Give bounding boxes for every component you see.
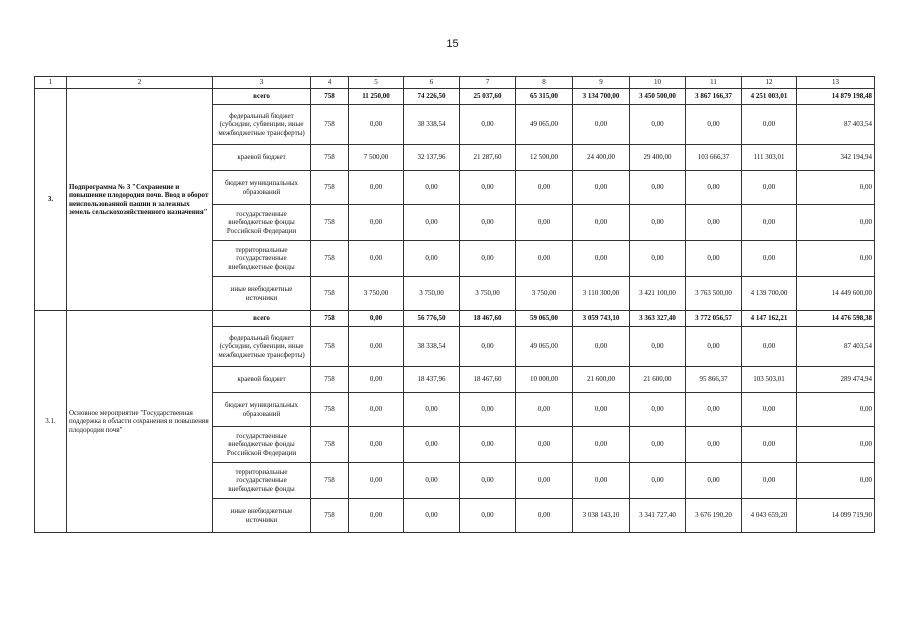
value-cell: 0,00 xyxy=(797,463,875,499)
value-cell: 103 666,37 xyxy=(686,145,742,171)
code-cell: 758 xyxy=(311,327,349,367)
program-title: Основное мероприятие "Государственная поддержка в области сохранения и повышения плодородия почв" xyxy=(67,311,213,533)
value-cell: 0,00 xyxy=(460,205,516,241)
value-cell: 25 037,60 xyxy=(460,89,516,105)
value-cell: 0,00 xyxy=(516,427,573,463)
value-cell: 342 194,94 xyxy=(797,145,875,171)
code-cell: 758 xyxy=(311,499,349,533)
value-cell: 0,00 xyxy=(349,393,404,427)
funding-source: государственные внебюджетные фонды Российской Федерации xyxy=(213,427,311,463)
code-cell: 758 xyxy=(311,277,349,311)
code-cell: 758 xyxy=(311,89,349,105)
value-cell: 0,00 xyxy=(404,427,460,463)
value-cell: 18 437,96 xyxy=(404,367,460,393)
value-cell: 0,00 xyxy=(686,427,742,463)
value-cell: 3 772 056,57 xyxy=(686,311,742,327)
column-header: 13 xyxy=(797,77,875,89)
value-cell: 0,00 xyxy=(573,327,630,367)
code-cell: 758 xyxy=(311,105,349,145)
column-header: 6 xyxy=(404,77,460,89)
code-cell: 758 xyxy=(311,367,349,393)
value-cell: 95 866,37 xyxy=(686,367,742,393)
value-cell: 0,00 xyxy=(349,205,404,241)
value-cell: 0,00 xyxy=(686,105,742,145)
value-cell: 3 750,00 xyxy=(349,277,404,311)
value-cell: 0,00 xyxy=(630,171,686,205)
value-cell: 3 363 327,40 xyxy=(630,311,686,327)
value-cell: 0,00 xyxy=(460,499,516,533)
value-cell: 0,00 xyxy=(404,393,460,427)
value-cell: 0,00 xyxy=(630,205,686,241)
value-cell: 0,00 xyxy=(516,171,573,205)
column-header: 12 xyxy=(742,77,797,89)
header-row xyxy=(35,77,875,89)
value-cell: 0,00 xyxy=(686,463,742,499)
value-cell: 65 315,00 xyxy=(516,89,573,105)
value-cell: 0,00 xyxy=(349,171,404,205)
value-cell: 0,00 xyxy=(797,393,875,427)
value-cell: 0,00 xyxy=(404,463,460,499)
column-header: 1 xyxy=(35,77,67,89)
value-cell: 0,00 xyxy=(573,427,630,463)
value-cell: 0,00 xyxy=(797,205,875,241)
value-cell: 0,00 xyxy=(404,205,460,241)
value-cell: 59 065,00 xyxy=(516,311,573,327)
table-row xyxy=(35,311,875,327)
value-cell: 0,00 xyxy=(573,205,630,241)
value-cell: 18 467,60 xyxy=(460,311,516,327)
value-cell: 21 600,00 xyxy=(573,367,630,393)
value-cell: 0,00 xyxy=(742,463,797,499)
value-cell: 0,00 xyxy=(573,463,630,499)
value-cell: 0,00 xyxy=(686,327,742,367)
code-cell: 758 xyxy=(311,145,349,171)
value-cell: 111 303,01 xyxy=(742,145,797,171)
value-cell: 0,00 xyxy=(630,327,686,367)
funding-source: государственные внебюджетные фонды Российской Федерации xyxy=(213,205,311,241)
table-row xyxy=(35,89,875,105)
funding-source: территориальные государственные внебюджетные фонды xyxy=(213,241,311,277)
value-cell: 56 776,50 xyxy=(404,311,460,327)
value-cell: 0,00 xyxy=(742,327,797,367)
column-header: 7 xyxy=(460,77,516,89)
budget-table xyxy=(34,76,875,533)
value-cell: 0,00 xyxy=(516,241,573,277)
value-cell: 49 065,00 xyxy=(516,105,573,145)
column-header: 11 xyxy=(686,77,742,89)
value-cell: 0,00 xyxy=(797,241,875,277)
funding-source: территориальные государственные внебюджетные фонды xyxy=(213,463,311,499)
value-cell: 12 500,00 xyxy=(516,145,573,171)
value-cell: 38 338,54 xyxy=(404,105,460,145)
value-cell: 0,00 xyxy=(573,105,630,145)
value-cell: 3 341 727,40 xyxy=(630,499,686,533)
value-cell: 3 059 743,10 xyxy=(573,311,630,327)
value-cell: 0,00 xyxy=(742,241,797,277)
value-cell: 0,00 xyxy=(516,463,573,499)
value-cell: 24 400,00 xyxy=(573,145,630,171)
code-cell: 758 xyxy=(311,393,349,427)
value-cell: 18 467,60 xyxy=(460,367,516,393)
value-cell: 3 676 190,20 xyxy=(686,499,742,533)
value-cell: 0,00 xyxy=(349,327,404,367)
column-header: 5 xyxy=(349,77,404,89)
code-cell: 758 xyxy=(311,171,349,205)
column-header: 8 xyxy=(516,77,573,89)
value-cell: 3 750,00 xyxy=(460,277,516,311)
page-number: 15 xyxy=(446,38,459,50)
value-cell: 0,00 xyxy=(404,499,460,533)
code-cell: 758 xyxy=(311,463,349,499)
value-cell: 0,00 xyxy=(460,427,516,463)
value-cell: 32 137,96 xyxy=(404,145,460,171)
value-cell: 0,00 xyxy=(349,311,404,327)
value-cell: 3 867 166,37 xyxy=(686,89,742,105)
value-cell: 0,00 xyxy=(742,393,797,427)
value-cell: 0,00 xyxy=(404,171,460,205)
value-cell: 0,00 xyxy=(404,241,460,277)
value-cell: 21 600,00 xyxy=(630,367,686,393)
value-cell: 0,00 xyxy=(349,241,404,277)
value-cell: 0,00 xyxy=(797,427,875,463)
value-cell: 3 450 500,00 xyxy=(630,89,686,105)
value-cell: 0,00 xyxy=(630,241,686,277)
value-cell: 0,00 xyxy=(742,105,797,145)
value-cell: 0,00 xyxy=(460,327,516,367)
value-cell: 0,00 xyxy=(742,171,797,205)
funding-source: бюджет муниципальных образований xyxy=(213,171,311,205)
value-cell: 7 500,00 xyxy=(349,145,404,171)
value-cell: 0,00 xyxy=(349,463,404,499)
item-number: 3. xyxy=(35,89,67,311)
value-cell: 0,00 xyxy=(630,105,686,145)
value-cell: 0,00 xyxy=(686,171,742,205)
value-cell: 0,00 xyxy=(573,393,630,427)
column-header: 2 xyxy=(67,77,213,89)
value-cell: 4 147 162,21 xyxy=(742,311,797,327)
value-cell: 3 110 300,00 xyxy=(573,277,630,311)
value-cell: 49 065,00 xyxy=(516,327,573,367)
value-cell: 14 449 600,00 xyxy=(797,277,875,311)
funding-source: всего xyxy=(213,311,311,327)
value-cell: 87 403,54 xyxy=(797,327,875,367)
value-cell: 14 879 198,48 xyxy=(797,89,875,105)
value-cell: 0,00 xyxy=(460,463,516,499)
value-cell: 0,00 xyxy=(630,427,686,463)
value-cell: 0,00 xyxy=(742,427,797,463)
value-cell: 0,00 xyxy=(516,205,573,241)
code-cell: 758 xyxy=(311,311,349,327)
value-cell: 0,00 xyxy=(349,499,404,533)
value-cell: 0,00 xyxy=(686,205,742,241)
value-cell: 0,00 xyxy=(349,427,404,463)
column-header: 3 xyxy=(213,77,311,89)
value-cell: 0,00 xyxy=(349,105,404,145)
funding-source: всего xyxy=(213,89,311,105)
value-cell: 0,00 xyxy=(516,393,573,427)
value-cell: 0,00 xyxy=(516,499,573,533)
value-cell: 0,00 xyxy=(797,171,875,205)
value-cell: 0,00 xyxy=(686,241,742,277)
value-cell: 14 476 598,38 xyxy=(797,311,875,327)
value-cell: 21 287,60 xyxy=(460,145,516,171)
value-cell: 87 403,54 xyxy=(797,105,875,145)
funding-source: краевой бюджет xyxy=(213,367,311,393)
value-cell: 0,00 xyxy=(460,171,516,205)
value-cell: 74 226,50 xyxy=(404,89,460,105)
value-cell: 3 763 500,00 xyxy=(686,277,742,311)
value-cell: 0,00 xyxy=(686,393,742,427)
value-cell: 4 251 003,01 xyxy=(742,89,797,105)
column-header: 9 xyxy=(573,77,630,89)
value-cell: 3 750,00 xyxy=(404,277,460,311)
value-cell: 3 134 700,00 xyxy=(573,89,630,105)
code-cell: 758 xyxy=(311,427,349,463)
value-cell: 4 139 700,00 xyxy=(742,277,797,311)
program-title: Подпрограмма № 3 "Сохранение и повышение плодородия почв. Ввод в оборот неиспользованной пашни и залежных земель сельскохозяйственного назначения" xyxy=(67,89,213,311)
value-cell: 103 503,01 xyxy=(742,367,797,393)
funding-source: бюджет муниципальных образований xyxy=(213,393,311,427)
value-cell: 0,00 xyxy=(460,393,516,427)
value-cell: 0,00 xyxy=(573,241,630,277)
value-cell: 3 750,00 xyxy=(516,277,573,311)
value-cell: 10 000,00 xyxy=(516,367,573,393)
value-cell: 0,00 xyxy=(742,205,797,241)
code-cell: 758 xyxy=(311,205,349,241)
value-cell: 38 338,54 xyxy=(404,327,460,367)
value-cell: 3 038 143,10 xyxy=(573,499,630,533)
value-cell: 0,00 xyxy=(349,367,404,393)
value-cell: 0,00 xyxy=(630,463,686,499)
funding-source: иные внебюджетные источники xyxy=(213,277,311,311)
code-cell: 758 xyxy=(311,241,349,277)
value-cell: 29 400,00 xyxy=(630,145,686,171)
value-cell: 0,00 xyxy=(460,105,516,145)
value-cell: 14 099 719,90 xyxy=(797,499,875,533)
funding-source: иные внебюджетные источники xyxy=(213,499,311,533)
value-cell: 0,00 xyxy=(460,241,516,277)
funding-source: федеральный бюджет (субсидии, субвенции, иные межбюджетные трансферты) xyxy=(213,105,311,145)
value-cell: 289 474,94 xyxy=(797,367,875,393)
value-cell: 4 043 659,20 xyxy=(742,499,797,533)
column-header: 4 xyxy=(311,77,349,89)
value-cell: 0,00 xyxy=(630,393,686,427)
value-cell: 3 421 100,00 xyxy=(630,277,686,311)
value-cell: 11 250,00 xyxy=(349,89,404,105)
funding-source: краевой бюджет xyxy=(213,145,311,171)
value-cell: 0,00 xyxy=(573,171,630,205)
funding-source: федеральный бюджет (субсидии, субвенции, иные межбюджетные трансферты) xyxy=(213,327,311,367)
column-header: 10 xyxy=(630,77,686,89)
item-number: 3.1. xyxy=(35,311,67,533)
